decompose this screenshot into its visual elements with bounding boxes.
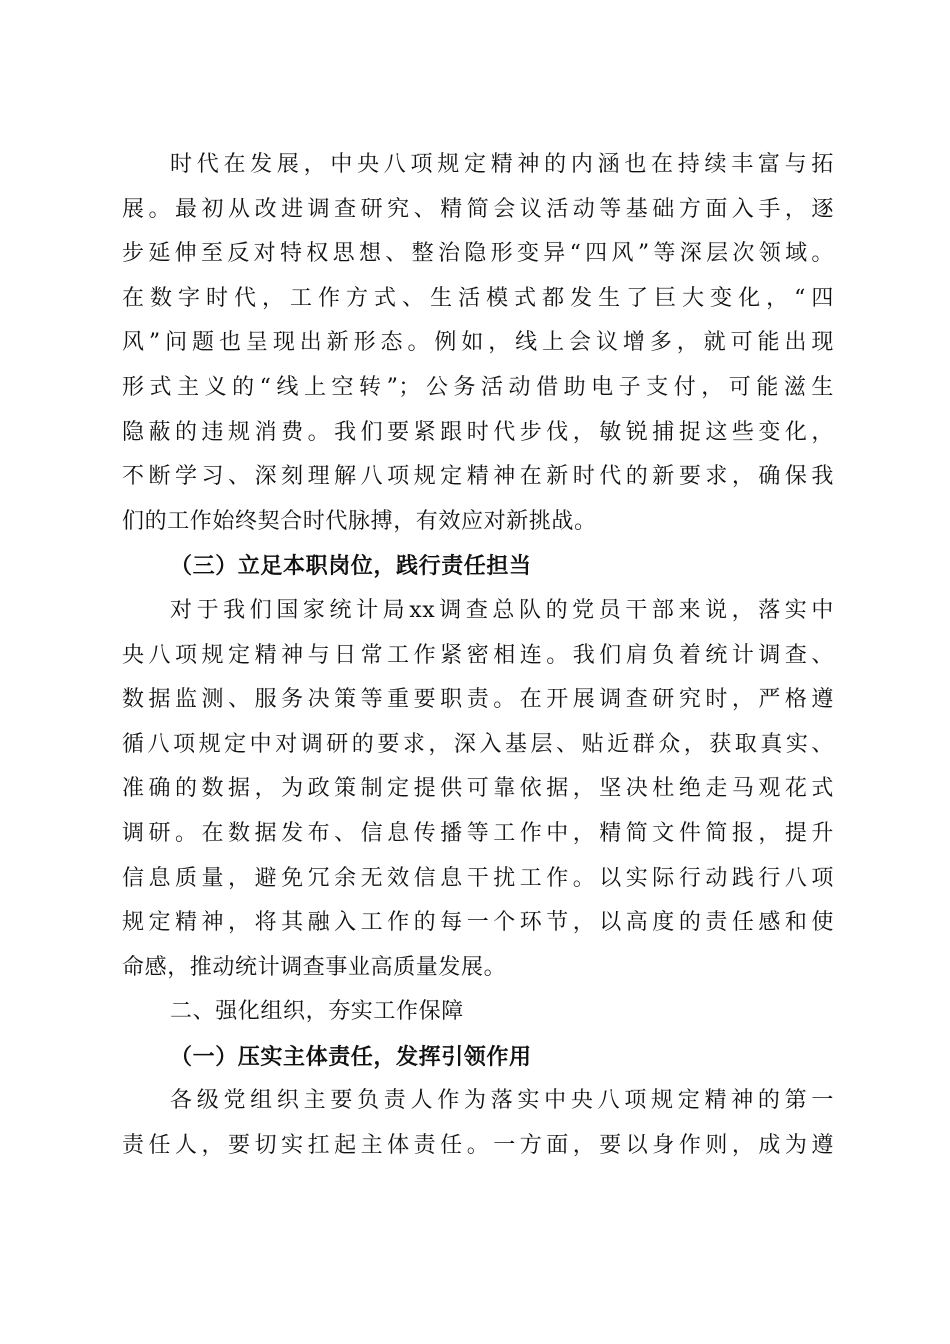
paragraph-line: 隐蔽的违规消费。我们要紧跟时代步伐，敏锐捕捉这些变化， [122,419,834,445]
document-body [122,143,834,1169]
paragraph-line: 数据监测、服务决策等重要职责。在开展调查研究时，严格遵 [122,687,834,713]
section-heading-two: 二、强化组织，夯实工作保障 [170,999,464,1025]
paragraph-digital-era [122,143,834,544]
paragraph-line: 信息质量，避免冗余无效信息干扰工作。以实际行动践行八项 [122,865,834,891]
paragraph-line: 命感，推动统计调查事业高质量发展。 [122,954,507,980]
paragraph-statistics-duty [122,589,834,990]
paragraph-line: 责任人，要切实扛起主体责任。一方面，要以身作则，成为遵 [122,1133,834,1159]
paragraph-line: 时代在发展，中央八项规定精神的内涵也在持续丰富与拓 [170,152,834,177]
paragraph-line: 在数字时代，工作方式、生活模式都发生了巨大变化，“四 [122,285,834,311]
paragraph-line: 展。最初从改进调查研究、精简会议活动等基础方面入手，逐 [122,196,834,222]
paragraph-line: 各级党组织主要负责人作为落实中央八项规定精神的第一 [170,1088,834,1114]
paragraph-line: 央八项规定精神与日常工作紧密相连。我们肩负着统计调查、 [122,642,834,668]
paragraph-main-responsibility [122,1079,834,1168]
paragraph-line: 不断学习、深刻理解八项规定精神在新时代的新要求，确保我 [122,464,834,490]
subheading-three: （三）立足本职岗位，践行责任担当 [170,553,532,580]
paragraph-line: 们的工作始终契合时代脉搏，有效应对新挑战。 [122,508,597,534]
subheading-one: （一）压实主体责任，发挥引领作用 [170,1043,532,1070]
paragraph-line: 对于我们国家统计局xx调查总队的党员干部来说，落实中 [170,597,834,623]
paragraph-line: 准确的数据，为政策制定提供可靠依据，坚决杜绝走马观花式 [122,776,834,802]
paragraph-line: 步延伸至反对特权思想、整治隐形变异“四风”等深层次领域。 [122,241,834,267]
paragraph-line: 调研。在数据发布、信息传播等工作中，精简文件简报，提升 [122,820,834,846]
paragraph-line: 形式主义的“线上空转”；公务活动借助电子支付，可能滋生 [122,374,834,400]
paragraph-line: 循八项规定中对调研的要求，深入基层、贴近群众，获取真实、 [122,731,834,757]
paragraph-line: 规定精神，将其融入工作的每一个环节，以高度的责任感和使 [122,910,834,936]
paragraph-line: 风”问题也呈现出新形态。例如，线上会议增多，就可能出现 [122,330,834,356]
